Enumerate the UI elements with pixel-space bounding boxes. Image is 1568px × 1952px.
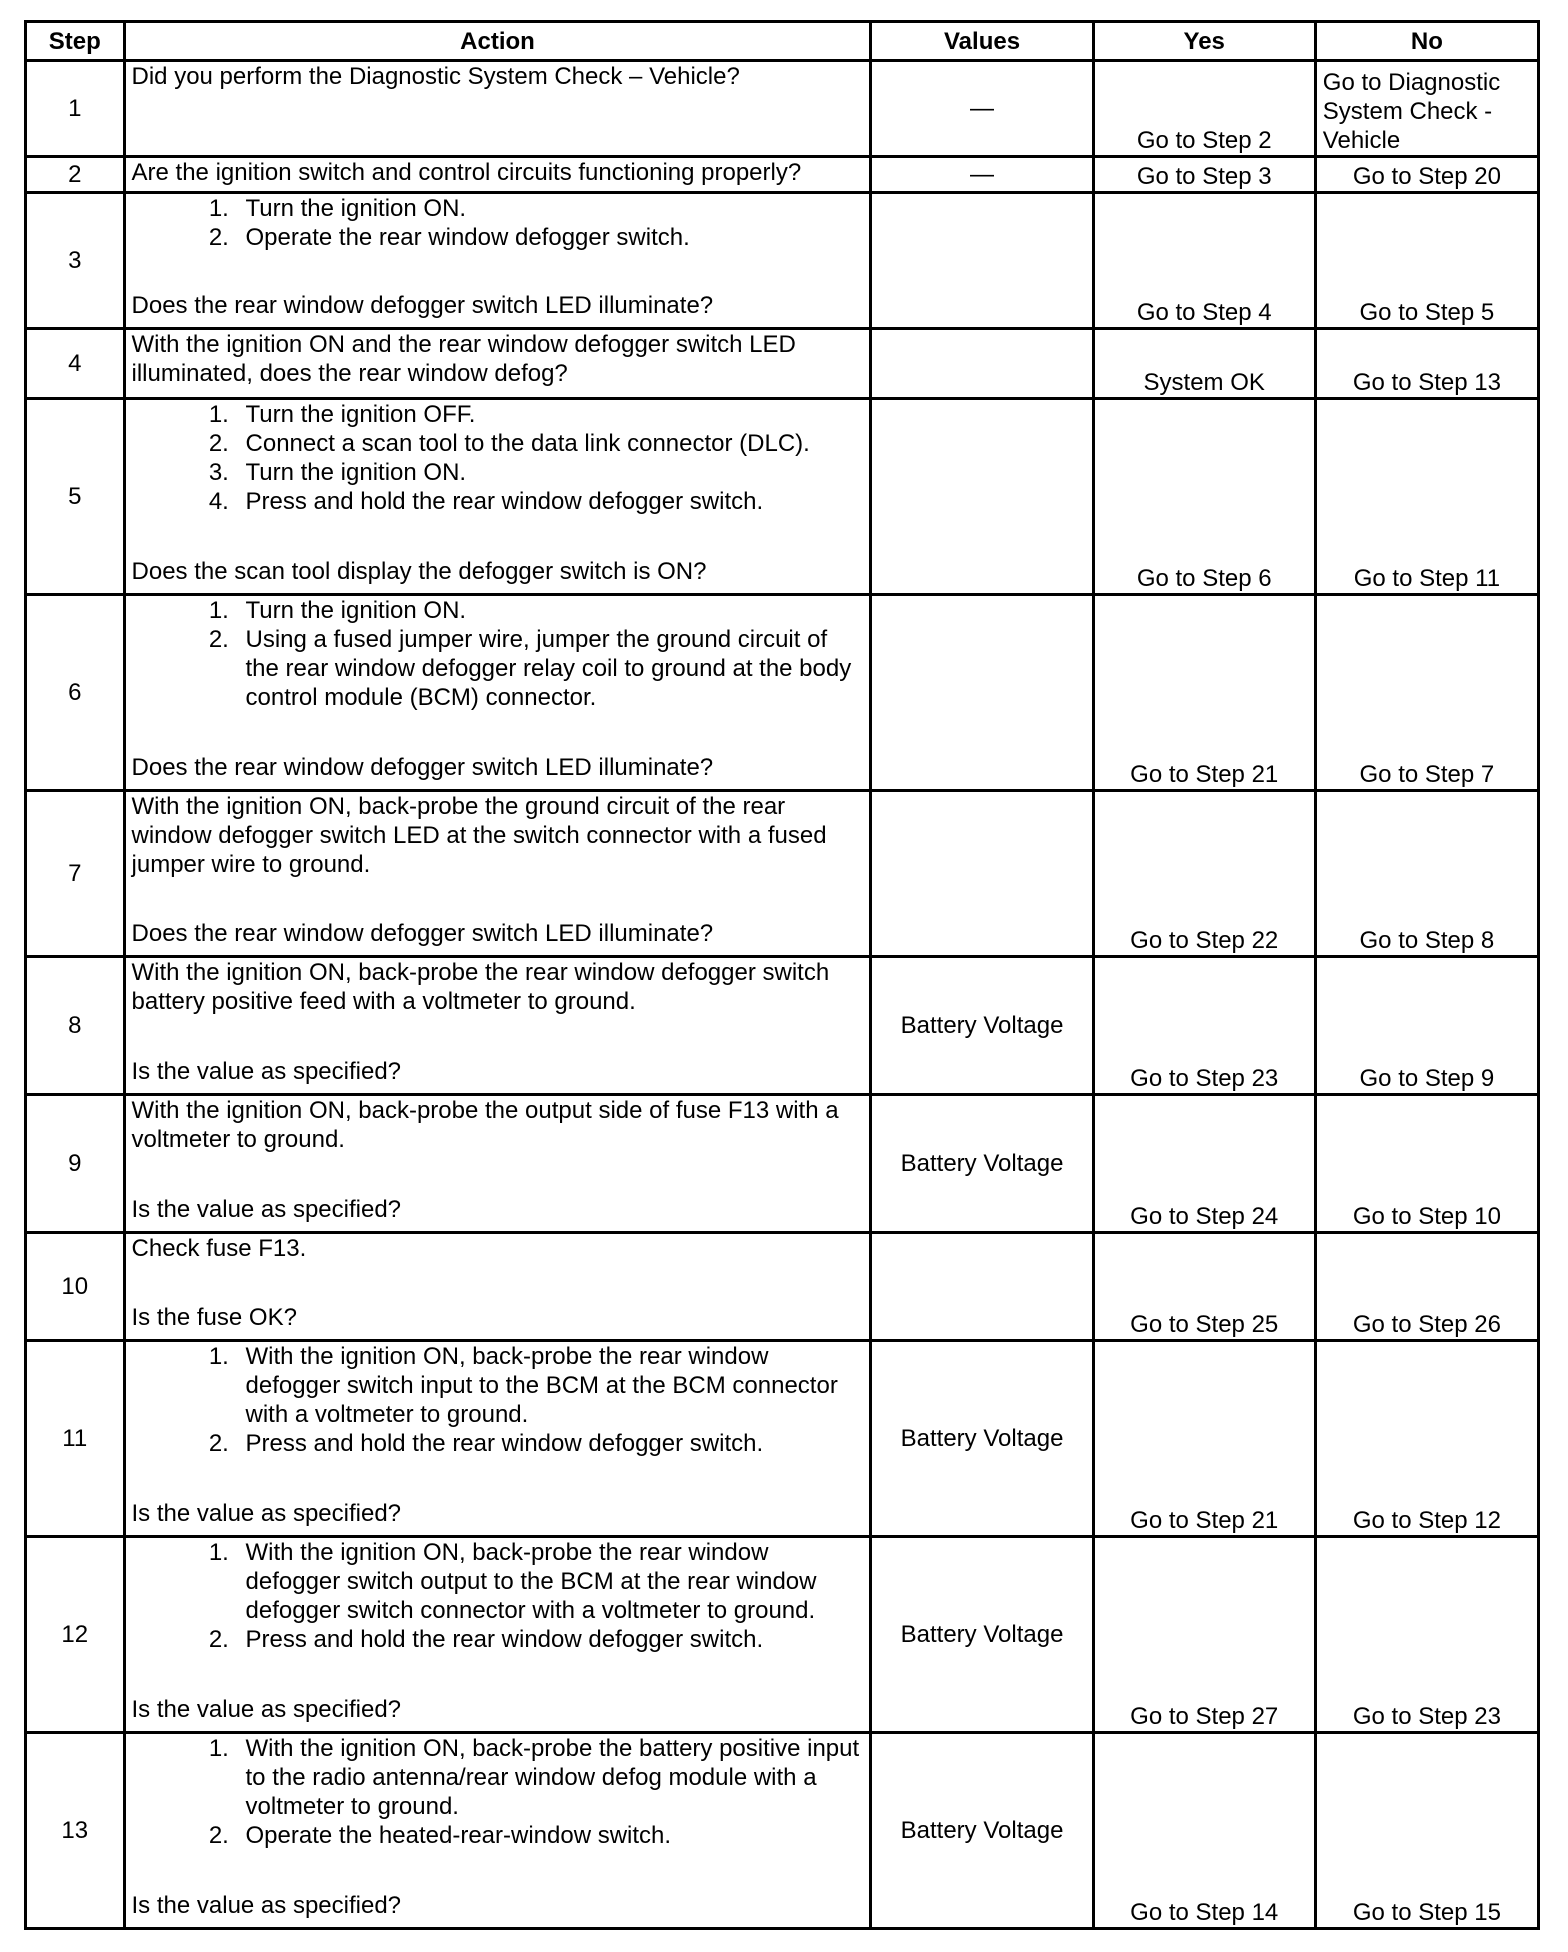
table-body — [26, 61, 1539, 1929]
instruction-list — [132, 194, 864, 252]
action-cell — [124, 1233, 871, 1341]
instruction-item: 1. With the ignition ON, back-probe the rear window defogger switch output to the BCM at the rear window defogger switch connector with a voltmeter to ground. — [236, 1538, 864, 1625]
action-question: Is the value as specified? — [131, 1058, 402, 1085]
yes-cell: Go to Step 27 — [1093, 1537, 1315, 1733]
yes-cell: System OK — [1093, 329, 1315, 399]
instruction-item: 1. With the ignition ON, back-probe the rear window defogger switch input to the BCM at the BCM connector with a voltmeter to ground. — [236, 1342, 864, 1429]
action-text: Did you perform the Diagnostic System Check – Vehicle? — [131, 63, 740, 90]
action-question: Is the value as specified? — [131, 1696, 402, 1723]
no-cell: Go to Diagnostic System Check - Vehicle — [1315, 61, 1538, 157]
action-cell — [124, 157, 871, 193]
no-cell: Go to Step 11 — [1315, 399, 1538, 595]
values-cell — [871, 595, 1093, 791]
action-cell — [124, 399, 871, 595]
yes-cell: Go to Step 23 — [1093, 957, 1315, 1095]
no-cell: Go to Step 20 — [1315, 157, 1538, 193]
table-row — [26, 595, 1539, 791]
values-cell: — — [871, 61, 1093, 157]
yes-cell: Go to Step 21 — [1093, 595, 1315, 791]
table-row — [26, 957, 1539, 1095]
instruction-item: 1. Turn the ignition OFF. — [236, 400, 864, 429]
instruction-item: 2. Connect a scan tool to the data link connector (DLC). — [236, 429, 864, 458]
action-text: With the ignition ON, back-probe the rear window defogger switch battery positive feed with a voltmeter to ground. — [131, 959, 830, 1015]
yes-cell: Go to Step 21 — [1093, 1341, 1315, 1537]
action-cell — [124, 329, 871, 399]
table-row — [26, 1233, 1539, 1341]
header-row — [26, 22, 1539, 61]
action-question: Is the value as specified? — [131, 1500, 402, 1527]
values-cell — [871, 791, 1093, 957]
action-text: Check fuse F13. — [131, 1235, 307, 1262]
table-row — [26, 157, 1539, 193]
no-cell: Go to Step 23 — [1315, 1537, 1538, 1733]
diagnostic-table — [24, 20, 1540, 1930]
values-cell — [871, 329, 1093, 399]
header-values: Values — [871, 22, 1093, 61]
step-number: 9 — [26, 1095, 125, 1233]
table-row — [26, 329, 1539, 399]
step-number: 11 — [26, 1341, 125, 1537]
instruction-item: 2. Using a fused jumper wire, jumper the ground circuit of the rear window defogger relay coil to ground at the body control module (BCM) connector. — [236, 625, 864, 712]
action-cell — [124, 1095, 871, 1233]
no-cell: Go to Step 10 — [1315, 1095, 1538, 1233]
action-text: With the ignition ON, back-probe the output side of fuse F13 with a voltmeter to ground. — [131, 1097, 839, 1153]
no-cell: Go to Step 8 — [1315, 791, 1538, 957]
step-number: 4 — [26, 329, 125, 399]
yes-cell: Go to Step 25 — [1093, 1233, 1315, 1341]
values-cell — [871, 1233, 1093, 1341]
yes-cell: Go to Step 4 — [1093, 193, 1315, 329]
instruction-item: 2. Operate the rear window defogger switch. — [236, 223, 864, 252]
instruction-list — [132, 1734, 864, 1850]
table-row — [26, 1733, 1539, 1929]
yes-cell: Go to Step 22 — [1093, 791, 1315, 957]
action-text: Are the ignition switch and control circuits functioning properly? — [131, 159, 802, 186]
instruction-item: 1. With the ignition ON, back-probe the battery positive input to the radio antenna/rear window defog module with a voltmeter to ground. — [236, 1734, 864, 1821]
action-cell — [124, 1341, 871, 1537]
action-text: With the ignition ON, back-probe the ground circuit of the rear window defogger switch LED at the switch connector with a fused jumper wire to ground. — [131, 793, 827, 878]
step-number: 12 — [26, 1537, 125, 1733]
yes-cell: Go to Step 3 — [1093, 157, 1315, 193]
action-cell — [124, 193, 871, 329]
instruction-list — [132, 1342, 864, 1458]
step-number: 13 — [26, 1733, 125, 1929]
action-question: Is the fuse OK? — [131, 1304, 297, 1331]
values-cell: Battery Voltage — [871, 1537, 1093, 1733]
values-cell — [871, 399, 1093, 595]
action-question: Does the rear window defogger switch LED illuminate? — [131, 292, 714, 319]
yes-cell: Go to Step 2 — [1093, 61, 1315, 157]
table-row — [26, 61, 1539, 157]
step-number: 2 — [26, 157, 125, 193]
instruction-item: 2. Press and hold the rear window defogger switch. — [236, 1625, 864, 1654]
values-cell: Battery Voltage — [871, 1095, 1093, 1233]
step-number: 6 — [26, 595, 125, 791]
no-cell: Go to Step 13 — [1315, 329, 1538, 399]
instruction-item: 1. Turn the ignition ON. — [236, 596, 864, 625]
yes-cell: Go to Step 6 — [1093, 399, 1315, 595]
table-row — [26, 399, 1539, 595]
table-row — [26, 193, 1539, 329]
no-cell: Go to Step 5 — [1315, 193, 1538, 329]
header-yes: Yes — [1093, 22, 1315, 61]
step-number: 5 — [26, 399, 125, 595]
action-question: Is the value as specified? — [131, 1892, 402, 1919]
no-cell: Go to Step 15 — [1315, 1733, 1538, 1929]
step-number: 3 — [26, 193, 125, 329]
step-number: 8 — [26, 957, 125, 1095]
header-action: Action — [124, 22, 871, 61]
step-number: 7 — [26, 791, 125, 957]
no-cell: Go to Step 26 — [1315, 1233, 1538, 1341]
step-number: 1 — [26, 61, 125, 157]
values-cell: Battery Voltage — [871, 1733, 1093, 1929]
values-cell: — — [871, 157, 1093, 193]
values-cell: Battery Voltage — [871, 1341, 1093, 1537]
action-text: With the ignition ON and the rear window defogger switch LED illuminated, does the rear window defog? — [131, 331, 796, 387]
yes-cell: Go to Step 14 — [1093, 1733, 1315, 1929]
action-cell — [124, 1537, 871, 1733]
step-number: 10 — [26, 1233, 125, 1341]
instruction-list — [132, 1538, 864, 1654]
header-no: No — [1315, 22, 1538, 61]
action-cell — [124, 595, 871, 791]
table-row — [26, 791, 1539, 957]
table-row — [26, 1341, 1539, 1537]
values-cell: Battery Voltage — [871, 957, 1093, 1095]
action-question: Is the value as specified? — [131, 1196, 402, 1223]
header-step: Step — [26, 22, 125, 61]
action-cell — [124, 791, 871, 957]
instruction-item: 3. Turn the ignition ON. — [236, 458, 864, 487]
action-question: Does the scan tool display the defogger switch is ON? — [131, 558, 707, 585]
action-cell — [124, 957, 871, 1095]
instruction-item: 2. Press and hold the rear window defogger switch. — [236, 1429, 864, 1458]
no-cell: Go to Step 9 — [1315, 957, 1538, 1095]
yes-cell: Go to Step 24 — [1093, 1095, 1315, 1233]
values-cell — [871, 193, 1093, 329]
action-cell — [124, 61, 871, 157]
action-question: Does the rear window defogger switch LED illuminate? — [131, 920, 714, 947]
instruction-item: 1. Turn the ignition ON. — [236, 194, 864, 223]
table-row — [26, 1095, 1539, 1233]
instruction-item: 4. Press and hold the rear window defogger switch. — [236, 487, 864, 516]
instruction-list — [132, 596, 864, 712]
table-row — [26, 1537, 1539, 1733]
instruction-item: 2. Operate the heated-rear-window switch. — [236, 1821, 864, 1850]
no-cell: Go to Step 7 — [1315, 595, 1538, 791]
instruction-list — [132, 400, 864, 516]
action-cell — [124, 1733, 871, 1929]
action-question: Does the rear window defogger switch LED illuminate? — [131, 754, 714, 781]
no-cell: Go to Step 12 — [1315, 1341, 1538, 1537]
